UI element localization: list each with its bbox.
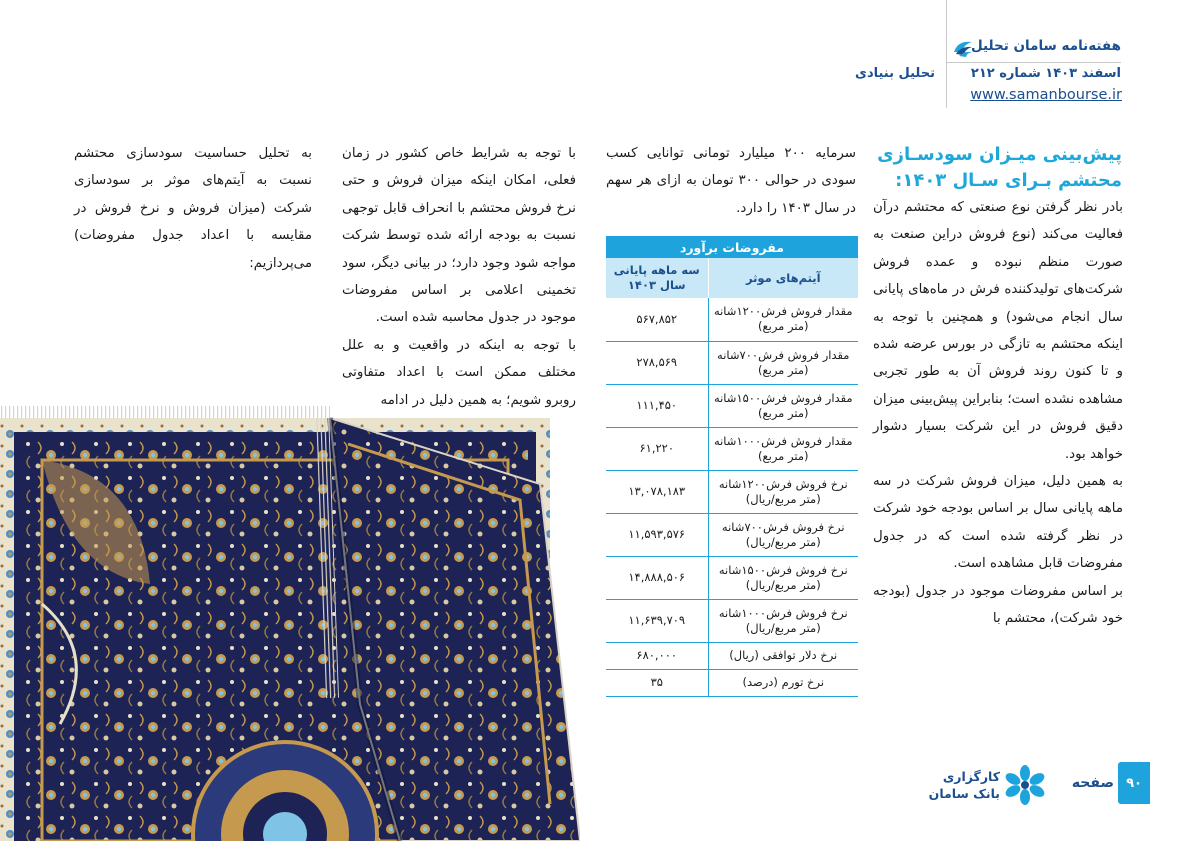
cell-value: ۱۱۱,۴۵۰ <box>606 384 708 427</box>
cell-value: ۶۸۰,۰۰۰ <box>606 642 708 669</box>
cell-value: ۲۷۸,۵۶۹ <box>606 341 708 384</box>
assumptions-table <box>606 236 858 697</box>
cell-item: نرخ فروش فرش۷۰۰شانه (متر مربع/ریال) <box>708 513 858 556</box>
table-row <box>606 470 858 513</box>
header-divider-horizontal <box>946 62 1121 63</box>
section-label: تحلیل بنیادی <box>855 66 935 81</box>
table-row <box>606 513 858 556</box>
cell-value: ۱۱,۶۳۹,۷۰۹ <box>606 599 708 642</box>
footer-brand <box>914 768 1000 802</box>
paragraph: بادر نظر گرفتن نوع صنعتی که محتشم درآن فعالیت می‌کند (نوع فروش دراین صنعت به صورت منظم نبوده و عمده فروش شرکت‌های تولیدکننده فرش در ماه‌های پایانی سال انجام می‌شود) و همچنین با توجه به اینکه محتشم به تازگی در بورس عرضه شده و تا کنون روند فروش آن به طور تجربی مشاهده نشده است؛ بنابراین پیش‌بینی میزان دقیق فروش در این شرکت بسیار دشوار خواهد بود. <box>873 200 1123 462</box>
cell-value: ۱۳,۰۷۸,۱۸۳ <box>606 470 708 513</box>
cell-item: نرخ فروش فرش۱۲۰۰شانه (متر مربع/ریال) <box>708 470 858 513</box>
table-row <box>606 341 858 384</box>
cell-item: مقدار فروش فرش۱۵۰۰شانه (متر مربع) <box>708 384 858 427</box>
newsletter-title: هفته‌نامه سامان تحلیل <box>970 38 1121 54</box>
cell-value: ۵۶۷,۸۵۲ <box>606 298 708 341</box>
bank-saman-logo-icon <box>1002 764 1048 806</box>
cell-item: مقدار فروش فرش۱۲۰۰شانه (متر مربع) <box>708 298 858 341</box>
table-row <box>606 642 858 669</box>
page-number: ۹۰ <box>1118 762 1150 804</box>
paragraph: به تحلیل حساسیت سودسازی محتشم نسبت به آیتم‌های موثر بر سودسازی شرکت (میزان فروش و نرخ فروش در مقایسه با اعداد جدول مفروضات) می‌پردازیم: <box>74 146 312 271</box>
text-column-4 <box>74 140 312 277</box>
table-body <box>606 298 858 696</box>
paragraph: با توجه به اینکه در واقعیت و به علل مختلف ممکن است با اعداد متفاوتی روبرو شویم؛ به همین دلیل در ادامه <box>342 337 576 408</box>
cell-value: ۳۵ <box>606 669 708 696</box>
paragraph: به همین دلیل، میزان فروش شرکت در سه ماهه پایانی سال بر اساس بودجه خود شرکت در نظر گرفته شده است که در جدول مفروضات قابل مشاهده است. <box>873 474 1123 572</box>
website-link[interactable]: www.samanbourse.ir <box>970 87 1122 103</box>
table-row <box>606 599 858 642</box>
cell-value: ۱۱,۵۹۳,۵۷۶ <box>606 513 708 556</box>
paragraph: بر اساس مفروضات موجود در جدول (بودجه خود شرکت)، محتشم با <box>873 583 1123 627</box>
article-heading: پیش‌بینی میـزان سودسـازی محتشم بـرای سـال ۱۴۰۳: <box>877 144 1122 191</box>
table-row <box>606 298 858 341</box>
table-row <box>606 556 858 599</box>
table-caption: مفروضات برآورد <box>606 236 858 258</box>
column-header-item: آیتم‌های موثر <box>708 258 858 298</box>
cell-item: مقدار فروش فرش۱۰۰۰شانه (متر مربع) <box>708 427 858 470</box>
cell-value: ۱۴,۸۸۸,۵۰۶ <box>606 556 708 599</box>
paragraph: سرمایه ۲۰۰ میلیارد تومانی توانایی کسب سودی در حوالی ۳۰۰ تومان به ازای هر سهم در سال ۱۴۰۳ را دارد. <box>606 146 857 216</box>
text-column-2 <box>606 140 856 222</box>
cell-item: نرخ تورم (درصد) <box>708 669 858 696</box>
cell-item: نرخ دلار توافقی (ریال) <box>708 642 858 669</box>
page-label: صفحه <box>1071 775 1114 791</box>
brand-line-2: بانک سامان <box>928 786 1000 801</box>
table-row <box>606 427 858 470</box>
paragraph: با توجه به شرایط خاص کشور در زمان فعلی، امکان اینکه میزان فروش و حتی نرخ فروش محتشم با انحراف قابل توجهی نسبت به بودجه ارائه شده توسط شرکت مواجه شود وجود دارد؛ در بیانی دیگر، سود تخمینی اعلامی بر اساس مفروضات موجود در جدول محاسبه شده است. <box>342 146 576 326</box>
carpet-image <box>0 404 580 841</box>
table-row <box>606 669 858 696</box>
table-row <box>606 384 858 427</box>
column-header-value: سه ماهه پایانی سال ۱۴۰۳ <box>606 258 708 298</box>
cell-item: مقدار فروش فرش۷۰۰شانه (متر مربع) <box>708 341 858 384</box>
text-column-3 <box>342 140 576 414</box>
cell-item: نرخ فروش فرش۱۰۰۰شانه (متر مربع/ریال) <box>708 599 858 642</box>
brand-line-1: کارگزاری <box>942 769 1000 784</box>
cell-value: ۶۱,۲۲۰ <box>606 427 708 470</box>
cell-item: نرخ فروش فرش۱۵۰۰شانه (متر مربع/ریال) <box>708 556 858 599</box>
issue-info: اسفند ۱۴۰۳ شماره ۲۱۲ <box>970 66 1121 81</box>
text-column-1 <box>873 194 1123 633</box>
header-divider-vertical <box>946 0 947 108</box>
